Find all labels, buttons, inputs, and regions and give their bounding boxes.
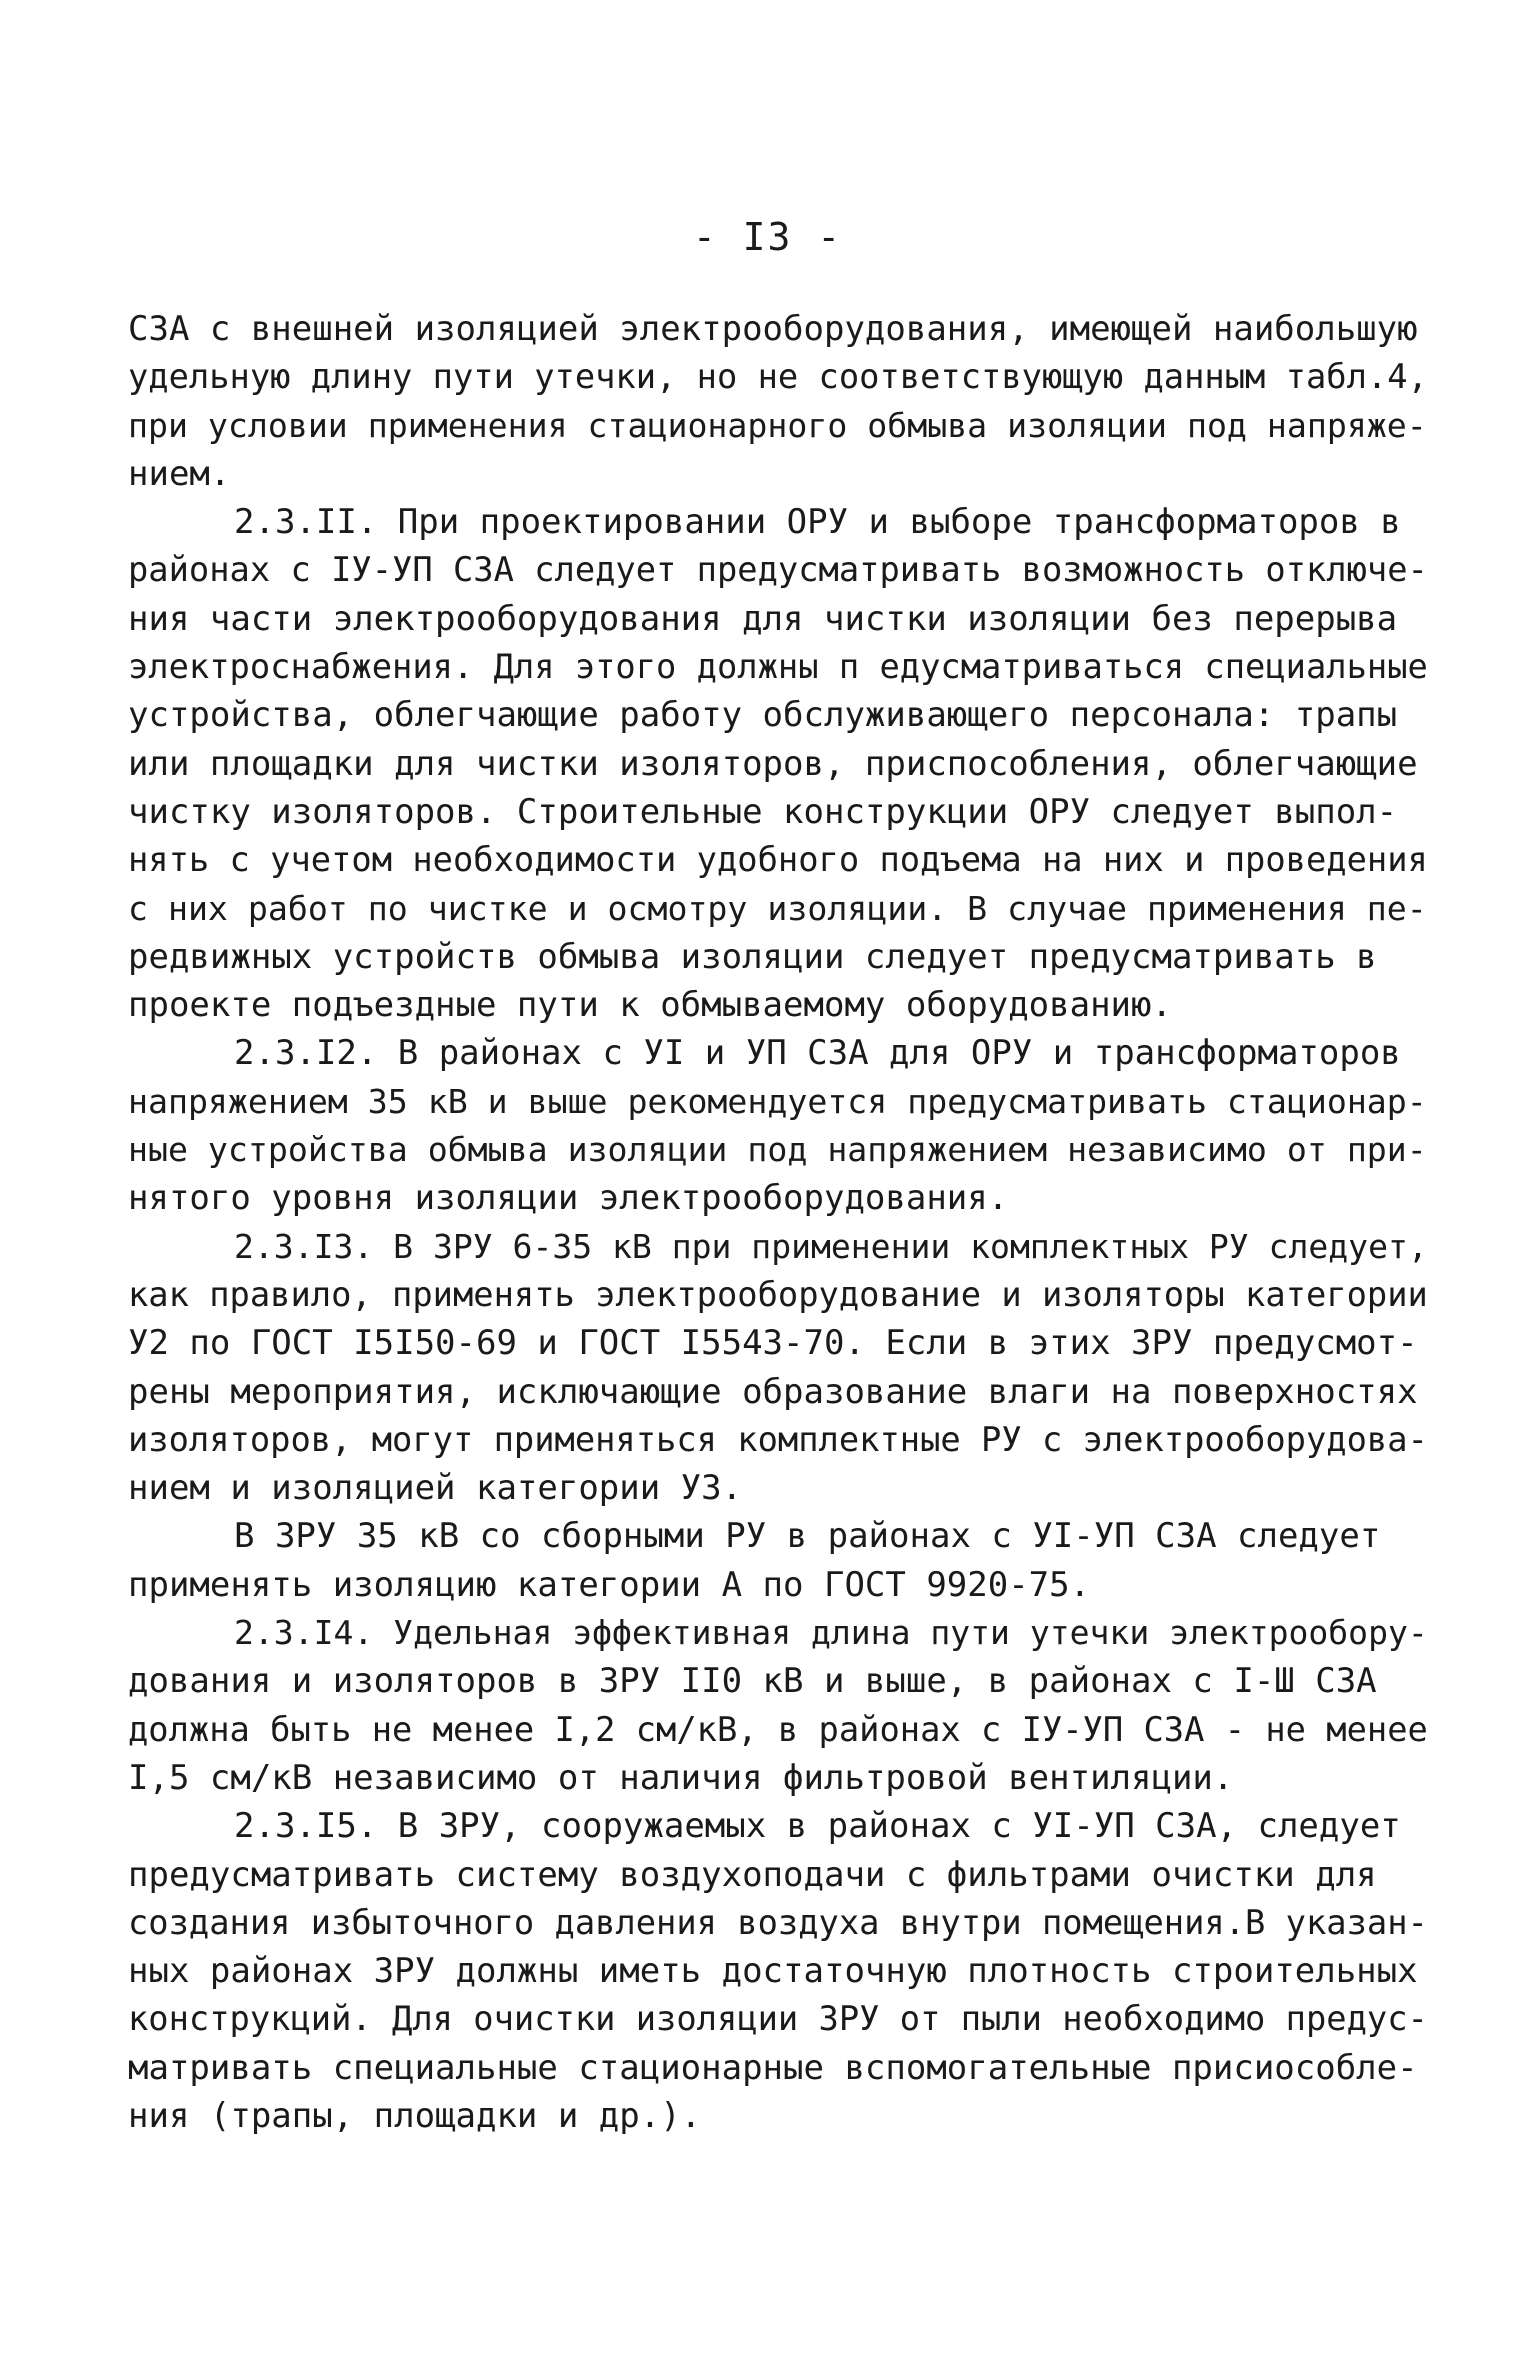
text-line: районах с IУ-УП СЗА следует предусматривать возможность отключе- xyxy=(128,550,1428,590)
paragraph-start-line: В ЗРУ 35 кВ со сборными РУ в районах с УI-УП СЗА следует xyxy=(234,1516,1381,1557)
text-line: нять с учетом необходимости удобного подъема на них и проведения xyxy=(128,840,1428,880)
text-line: изоляторов, могут применяться комплектные РУ с электрооборудова- xyxy=(128,1419,1428,1459)
paragraph-start-line: 2.3.II. При проектировании ОРУ и выборе трансформаторов в xyxy=(234,502,1401,543)
paragraph-start-line: 2.3.I3. В ЗРУ 6-35 кВ при применении комплектных РУ следует, xyxy=(234,1226,1428,1266)
text-line: создания избыточного давления воздуха внутри помещения.В указан- xyxy=(128,1902,1428,1942)
text-line: как правило, применять электрооборудование и изоляторы категории xyxy=(128,1274,1428,1314)
text-line: I,5 см/кВ независимо от наличия фильтровой вентиляции. xyxy=(128,1757,1234,1798)
text-line: должна быть не менее I,2 см/кВ, в районах с IУ-УП СЗА - не менее xyxy=(128,1709,1428,1749)
text-line: рены мероприятия, исключающие образование влаги на поверхностях xyxy=(128,1371,1418,1412)
text-line: чистку изоляторов. Строительные конструкции ОРУ следует выпол- xyxy=(128,791,1398,832)
text-line: ные устройства обмыва изоляции под напряжением независимо от при- xyxy=(128,1130,1427,1170)
text-line: СЗА с внешней изоляцией электрооборудования, имеющей наибольшую xyxy=(128,309,1418,349)
text-line: нятого уровня изоляции электрооборудования. xyxy=(128,1178,1009,1219)
text-line: с них работ по чистке и осмотру изоляции. В случае применения пе- xyxy=(128,888,1427,928)
text-line: ных районах ЗРУ должны иметь достаточную плотность строительных xyxy=(128,1951,1418,1992)
page-number: - I3 - xyxy=(692,215,843,259)
paragraph-start-line: 2.3.I4. Удельная эффективная длина пути утечки электрообору- xyxy=(234,1613,1428,1653)
text-line: У2 по ГОСТ I5I50-69 и ГОСТ I5543-70. Если в этих ЗРУ предусмот- xyxy=(128,1323,1418,1364)
text-line: применять изоляцию категории А по ГОСТ 9920-75. xyxy=(128,1564,1091,1605)
text-line: матривать специальные стационарные вспомогательные присиособле- xyxy=(128,2047,1418,2088)
text-line: нием и изоляцией категории УЗ. xyxy=(128,1468,743,1509)
text-line: при условии применения стационарного обмыва изоляции под напряже- xyxy=(128,405,1427,445)
text-line: дования и изоляторов в ЗРУ II0 кВ и выше, в районах с I-Ш СЗА xyxy=(128,1661,1377,1702)
text-line: нием. xyxy=(128,453,231,494)
paragraph-start-line: 2.3.I2. В районах с УI и УП СЗА для ОРУ и трансформаторов xyxy=(234,1033,1401,1074)
text-line: устройства, облегчающие работу обслуживающего персонала: трапы xyxy=(128,695,1398,736)
document-body xyxy=(128,305,1428,2140)
text-line: ния части электрооборудования для чистки изоляции без перерыва xyxy=(128,598,1398,639)
text-line: конструкций. Для очистки изоляции ЗРУ от пыли необходимо предус- xyxy=(128,1999,1428,2039)
text-line: предусматривать систему воздухоподачи с фильтрами очистки для xyxy=(128,1854,1377,1895)
text-line: редвижных устройств обмыва изоляции следует предусматривать в xyxy=(128,936,1377,977)
text-line: электроснабжения. Для этого должны п едусматриваться специальные xyxy=(128,647,1428,687)
text-line: или площадки для чистки изоляторов, приспособления, облегчающие xyxy=(128,743,1418,784)
text-line: проекте подъездные пути к обмываемому оборудованию. xyxy=(128,985,1172,1026)
text-line: ния (трапы, площадки и др.). xyxy=(128,2095,702,2136)
text-line: напряжением 35 кВ и выше рекомендуется предусматривать стационар- xyxy=(128,1081,1427,1121)
text-line: удельную длину пути утечки, но не соответствующую данным табл.4, xyxy=(128,357,1428,397)
paragraph-start-line: 2.3.I5. В ЗРУ, сооружаемых в районах с УI-УП СЗА, следует xyxy=(234,1806,1401,1847)
